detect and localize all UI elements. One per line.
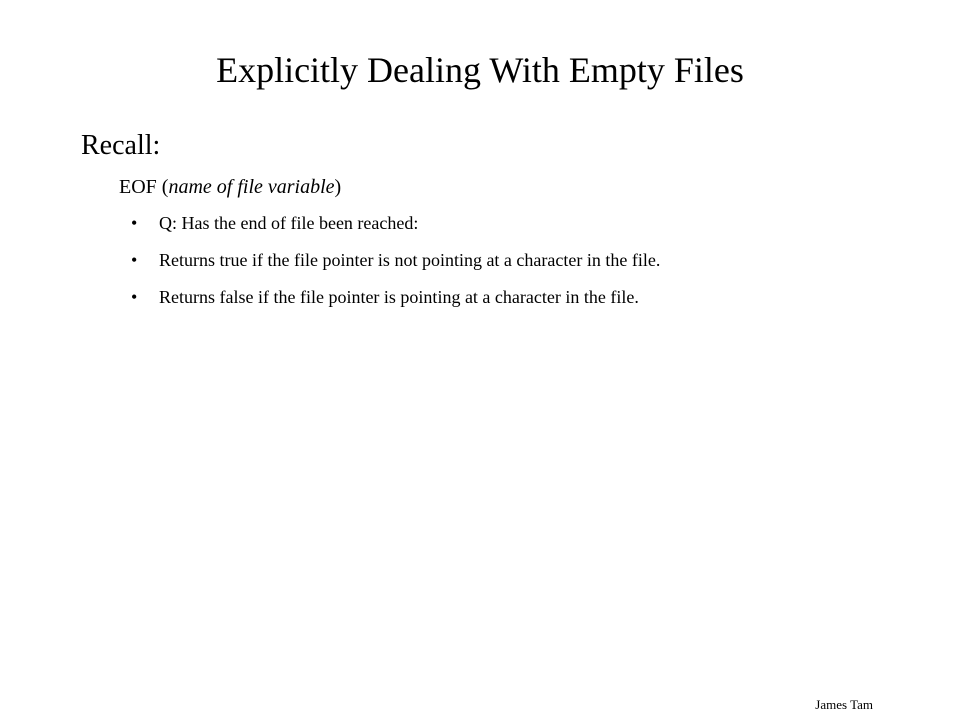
footer-author: James Tam bbox=[815, 697, 873, 712]
bullet-icon: • bbox=[131, 250, 138, 270]
bullet-icon: • bbox=[131, 213, 138, 233]
list-item bbox=[131, 247, 660, 273]
slide-title: Explicitly Dealing With Empty Files bbox=[216, 50, 744, 90]
list-item bbox=[131, 210, 660, 236]
list-item bbox=[131, 284, 660, 310]
bullet-text: Returns true if the file pointer is not pointing at a character in the file. bbox=[159, 250, 661, 270]
bullet-list bbox=[131, 210, 660, 321]
recall-heading: Recall: bbox=[81, 130, 161, 161]
eof-suffix: ) bbox=[334, 176, 342, 198]
eof-prefix: EOF ( bbox=[119, 176, 169, 198]
bullet-text: Q: Has the end of file been reached: bbox=[159, 213, 419, 233]
eof-signature bbox=[119, 172, 341, 202]
bullet-text: Returns false if the file pointer is pointing at a character in the file. bbox=[159, 287, 639, 307]
eof-parameter: name of file variable bbox=[168, 176, 335, 198]
bullet-icon: • bbox=[131, 287, 138, 307]
